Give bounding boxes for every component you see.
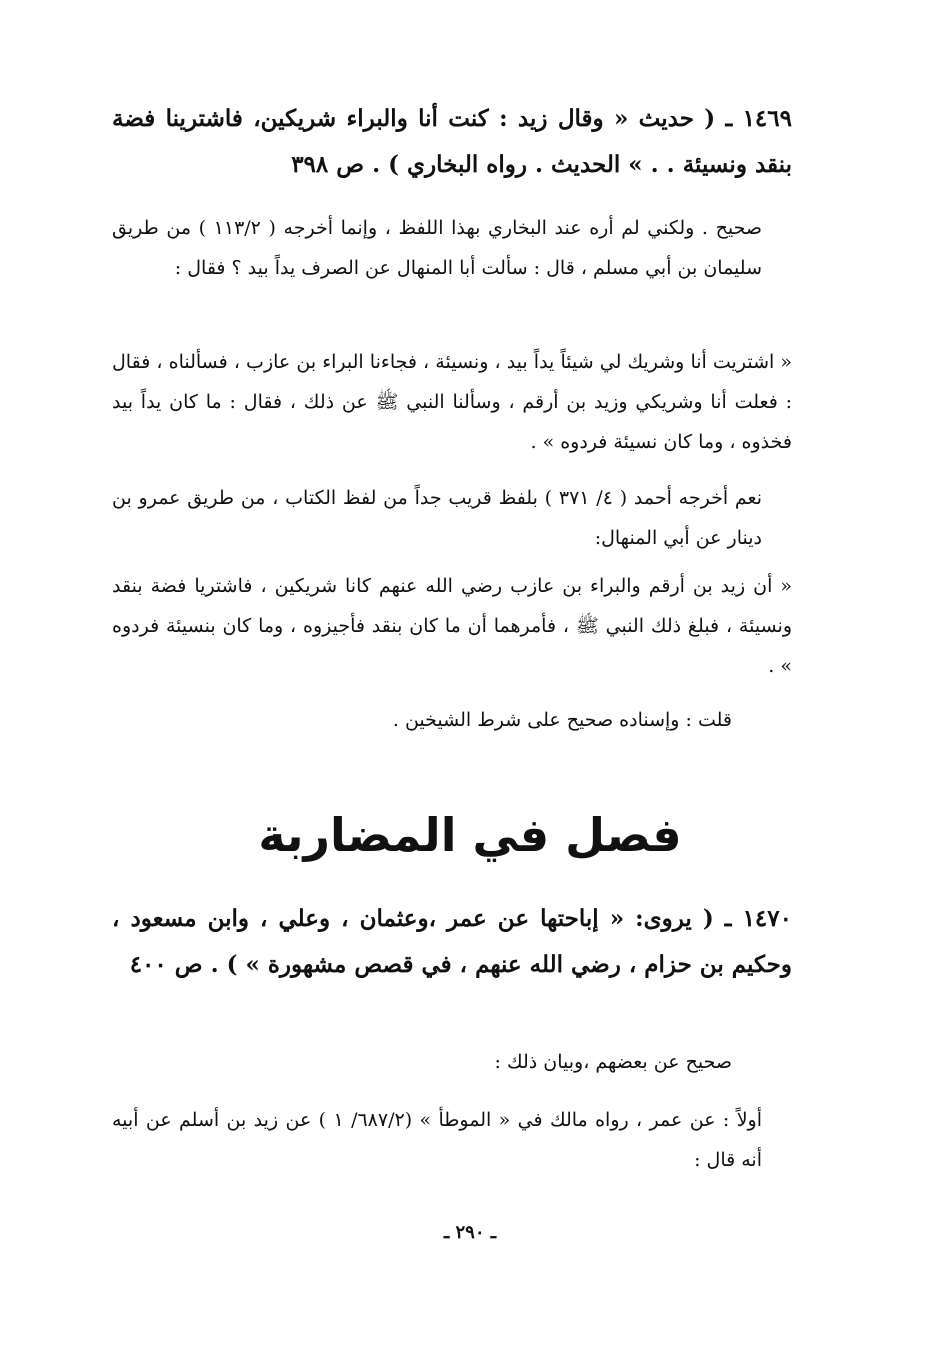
quote-bara-text: « اشتريت أنا وشريك لي شيئاً يداً بيد ، ونسيئة ، فجاءنا البراء بن عازب ، فسألناه ، فقال : فعلت أنا وشريكي وزيد بن أرقم ، وسألنا النبي ﷺ عن ذلك ، فقال : ما كان يداً بيد فخذوه ، وما كان نسيئة فردوه » . [112,351,792,453]
hadith-1470-text: ١٤٧٠ ـ ( يروى: « إباحتها عن عمر ،وعثمان ، وعلي ، وابن مسعود ، وحكيم بن حزام ، رضي الله عنهم ، في قصص مشهورة » ) . ص ٤٠٠ [112,905,792,978]
section-title: فصل في المضاربة [258,808,682,862]
paragraph-umar-malik-text: أولاً : عن عمر ، رواه مالك في « الموطأ » (٦٨٧/٢/ ١ ) عن زيد بن أسلم عن أبيه أنه قال : [112,1109,762,1171]
paragraph-umar-malik [112,1100,792,1180]
quote-zaid [112,566,792,686]
hadith-1469-text: ١٤٦٩ ـ ( حديث « وقال زيد : كنت أنا والبراء شريكين، فاشترينا فضة بنقد ونسيئة . . » الحديث . رواه البخاري ) . ص ٣٩٨ [112,105,792,178]
paragraph-sahih-bukhari-text: صحيح . ولكني لم أره عند البخاري بهذا اللفظ ، وإنما أخرجه ( ١١٣/٢ ) من طريق سليمان بن أبي مسلم ، قال : سألت أبا المنهال عن الصرف يداً بيد ؟ فقال : [112,217,762,279]
paragraph-ahmad-text: نعم أخرجه أحمد ( ٤/ ٣٧١ ) بلفظ قريب جداً من لفظ الكتاب ، من طريق عمرو بن دينار عن أبي المنهال: [112,487,762,549]
hadith-1469 [112,96,792,188]
page-number: ـ ٢٩٠ ـ [443,1222,497,1243]
paragraph-sahih-baduhum [112,1042,792,1082]
note-isnad-text: قلت : وإسناده صحيح على شرط الشيخين . [392,709,732,731]
note-isnad [112,700,792,740]
quote-bara [112,342,792,462]
quote-zaid-text: « أن زيد بن أرقم والبراء بن عازب رضي الله عنهم كانا شريكين ، فاشتريا فضة بنقد ونسيئة ، فبلغ ذلك النبي ﷺ ، فأمرهما أن ما كان بنقد فأجيزوه ، وما كان بنسيئة فردوه » . [112,575,792,677]
hadith-1470 [112,896,792,988]
paragraph-sahih-baduhum-text: صحيح عن بعضهم ،وبيان ذلك : [494,1051,732,1073]
paragraph-sahih-bukhari [112,208,792,288]
paragraph-ahmad [112,478,792,558]
